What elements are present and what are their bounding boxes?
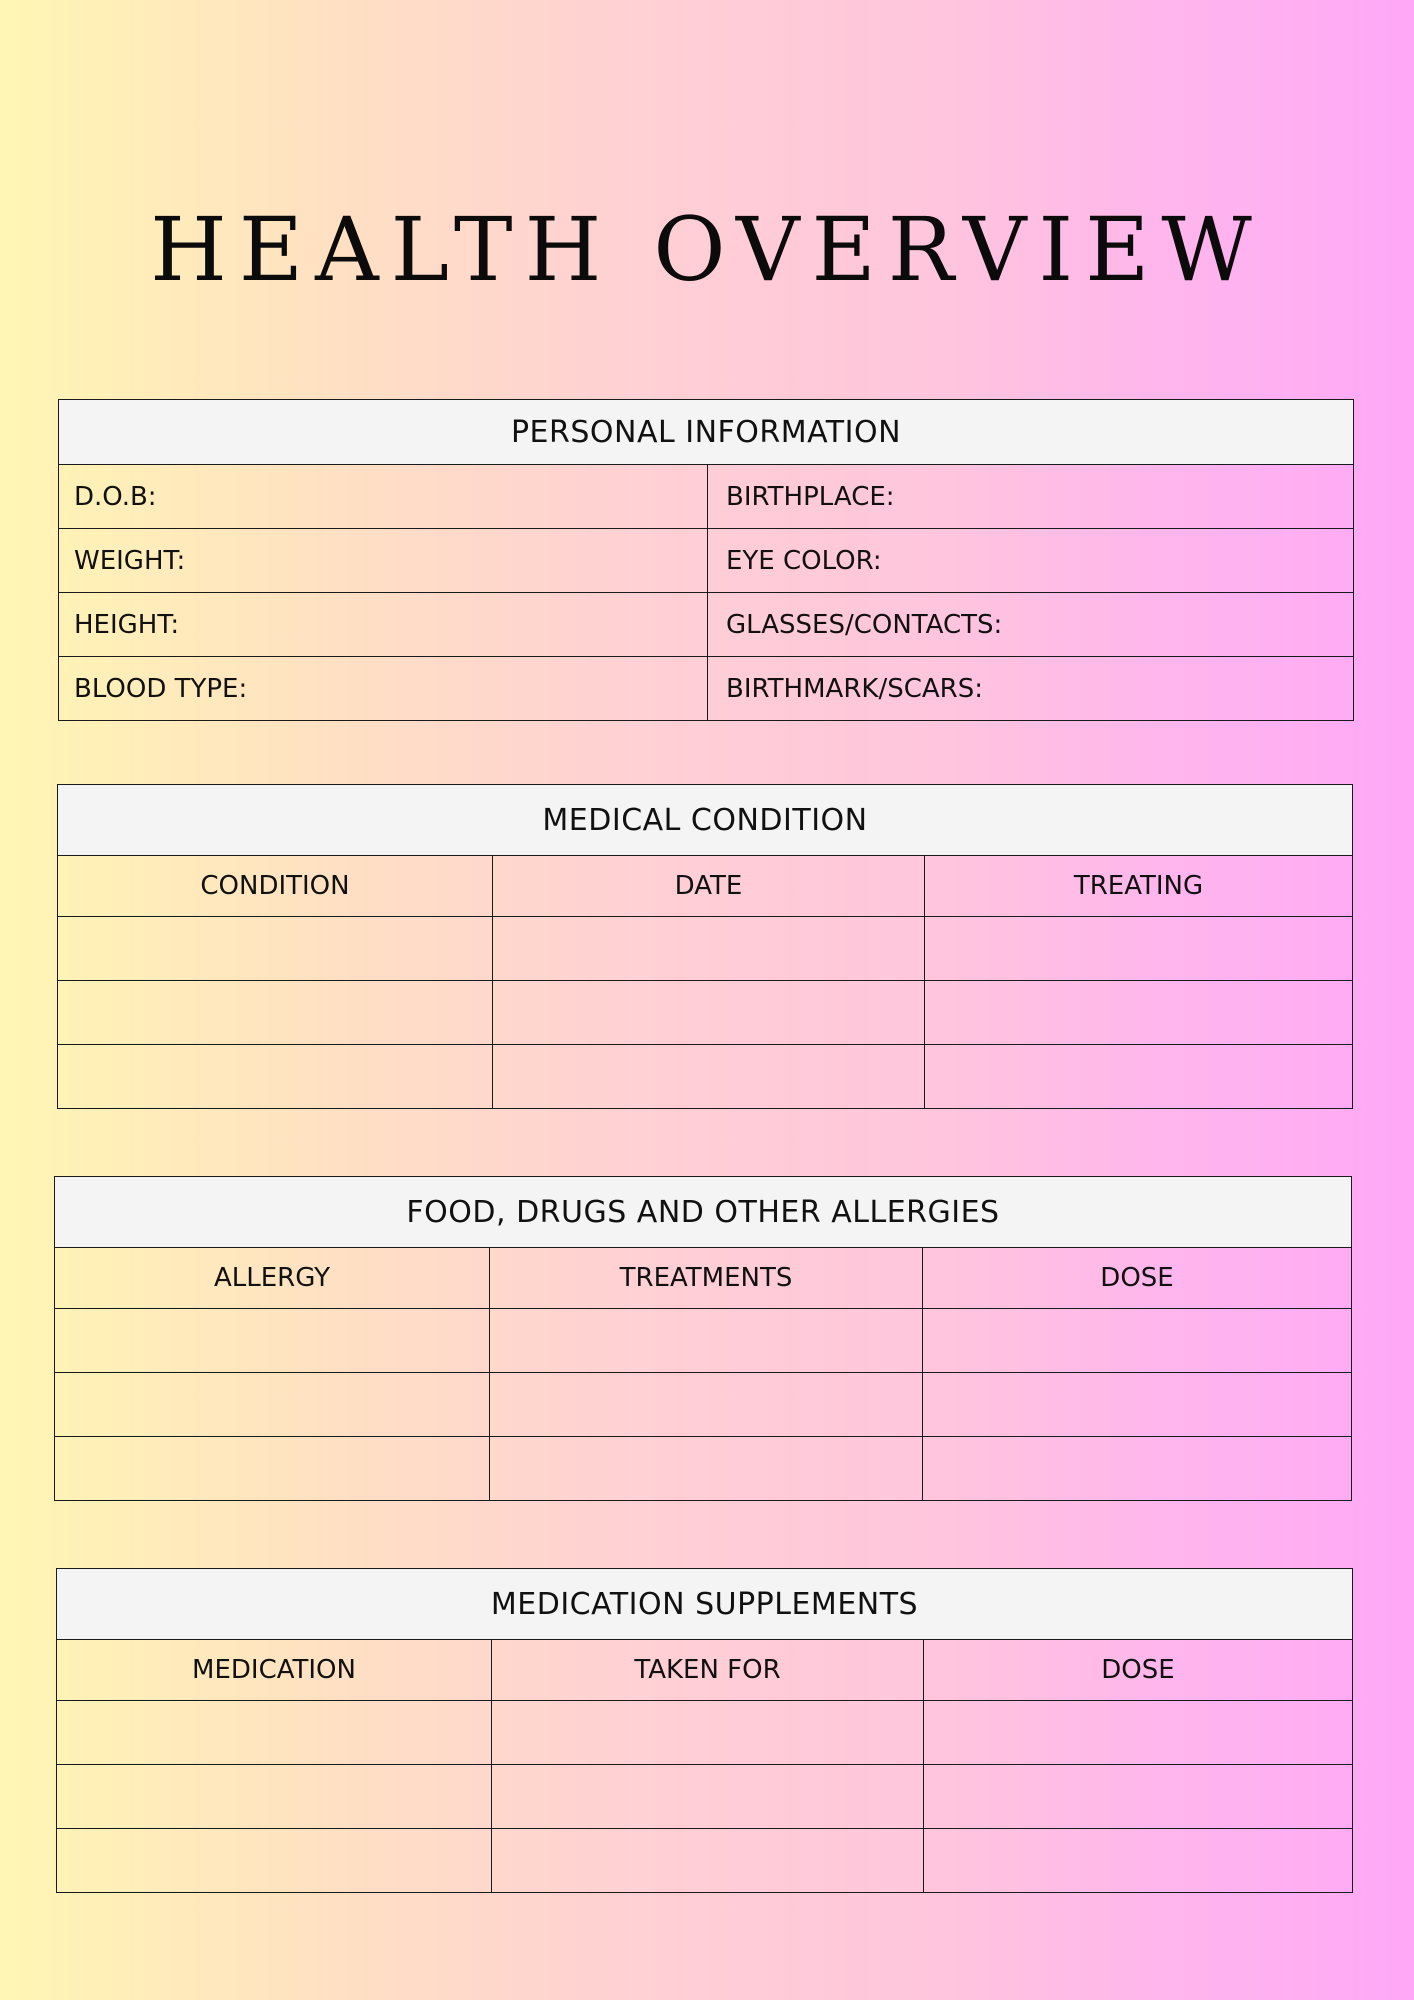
table-row [59,593,1354,657]
table-row [55,1309,1352,1373]
medication-supplements-table [56,1568,1353,1893]
medical-condition-table [57,784,1353,1109]
treatments-cell[interactable] [490,1309,923,1373]
dose-cell[interactable] [923,1309,1352,1373]
dob-field[interactable]: D.O.B: [59,465,708,529]
treating-cell[interactable] [925,981,1353,1045]
table-row [57,1701,1353,1765]
dose-column-header: DOSE [924,1640,1353,1701]
table-row [59,657,1354,721]
dose-cell[interactable] [924,1701,1353,1765]
condition-cell[interactable] [58,1045,493,1109]
table-row [59,529,1354,593]
eye-color-field[interactable]: EYE COLOR: [708,529,1354,593]
page-title: HEALTH OVERVIEW [150,198,1264,301]
medication-cell[interactable] [57,1765,492,1829]
birthmark-scars-field[interactable]: BIRTHMARK/SCARS: [708,657,1354,721]
allergy-column-header: ALLERGY [55,1248,490,1309]
dose-column-header: DOSE [923,1248,1352,1309]
date-cell[interactable] [493,917,925,981]
column-header-row [57,1640,1353,1701]
treating-cell[interactable] [925,917,1353,981]
date-column-header: DATE [493,856,925,917]
medication-supplements-heading: MEDICATION SUPPLEMENTS [57,1569,1353,1640]
dose-cell[interactable] [924,1829,1353,1893]
personal-information-table [58,399,1354,721]
dose-cell[interactable] [924,1765,1353,1829]
table-row [57,1829,1353,1893]
medical-condition-heading: MEDICAL CONDITION [58,785,1353,856]
taken-for-cell[interactable] [492,1701,924,1765]
condition-cell[interactable] [58,981,493,1045]
allergies-table [54,1176,1352,1501]
blood-type-field[interactable]: BLOOD TYPE: [59,657,708,721]
allergies-heading: FOOD, DRUGS AND OTHER ALLERGIES [55,1177,1352,1248]
allergy-cell[interactable] [55,1437,490,1501]
date-cell[interactable] [493,981,925,1045]
personal-information-heading: PERSONAL INFORMATION [59,400,1354,465]
table-row [58,981,1353,1045]
taken-for-column-header: TAKEN FOR [492,1640,924,1701]
table-row [58,1045,1353,1109]
table-row [58,917,1353,981]
treatments-cell[interactable] [490,1373,923,1437]
birthplace-field[interactable]: BIRTHPLACE: [708,465,1354,529]
weight-field[interactable]: WEIGHT: [59,529,708,593]
medication-cell[interactable] [57,1701,492,1765]
table-row [55,1373,1352,1437]
taken-for-cell[interactable] [492,1765,924,1829]
allergy-cell[interactable] [55,1373,490,1437]
column-header-row [58,856,1353,917]
medication-cell[interactable] [57,1829,492,1893]
table-row [57,1765,1353,1829]
column-header-row [55,1248,1352,1309]
table-row [59,465,1354,529]
treatments-cell[interactable] [490,1437,923,1501]
glasses-contacts-field[interactable]: GLASSES/CONTACTS: [708,593,1354,657]
medication-column-header: MEDICATION [57,1640,492,1701]
treatments-column-header: TREATMENTS [490,1248,923,1309]
taken-for-cell[interactable] [492,1829,924,1893]
date-cell[interactable] [493,1045,925,1109]
allergy-cell[interactable] [55,1309,490,1373]
dose-cell[interactable] [923,1373,1352,1437]
condition-cell[interactable] [58,917,493,981]
table-row [55,1437,1352,1501]
treating-column-header: TREATING [925,856,1353,917]
height-field[interactable]: HEIGHT: [59,593,708,657]
condition-column-header: CONDITION [58,856,493,917]
dose-cell[interactable] [923,1437,1352,1501]
treating-cell[interactable] [925,1045,1353,1109]
